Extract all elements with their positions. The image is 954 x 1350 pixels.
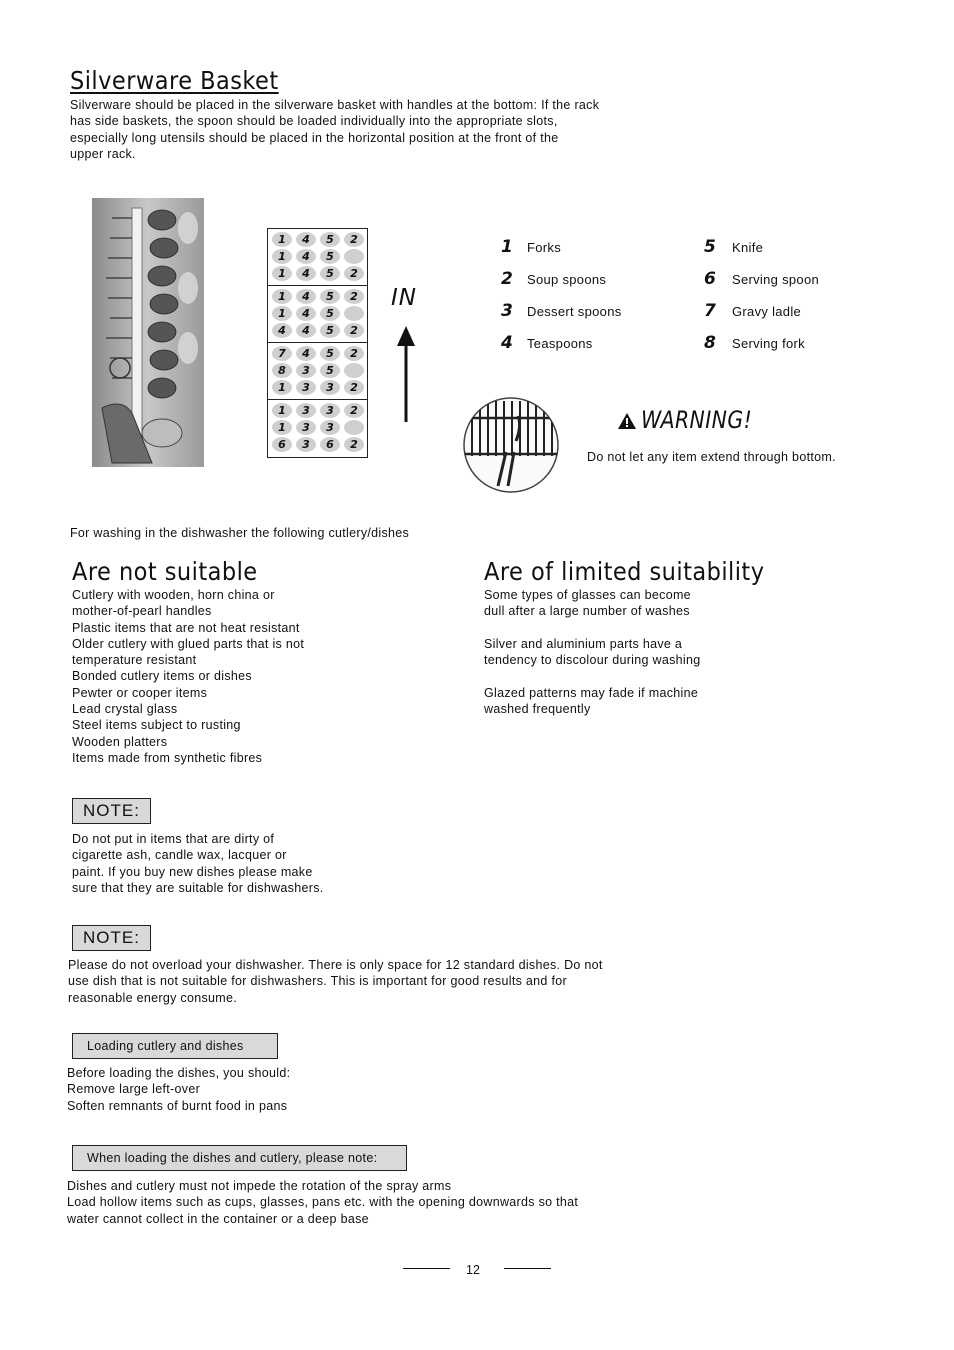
grid-cell [344,306,364,321]
legend-item [501,295,691,327]
loading-line: Remove large left-over [67,1082,201,1097]
grid-cell: 5 [320,306,340,321]
warning-title: WARNING! [641,406,753,434]
grid-cell: 4 [272,323,292,338]
warning-text: Do not let any item extend through bottom. [587,450,836,464]
list-item: Glazed patterns may fade if machine [484,685,699,700]
grid-cell: 3 [296,380,316,395]
rack-bottom-illustration [462,396,560,499]
grid-cell: 2 [344,289,364,304]
list-item: Steel items subject to rusting [72,718,241,733]
grid-block [268,400,367,457]
note-line: paint. If you buy new dishes please make [72,864,313,879]
legend-item [704,295,894,327]
legend-label: Teaspoons [527,335,593,351]
grid-cell: 6 [320,437,340,452]
grid-cell: 2 [344,266,364,281]
list-item: Some types of glasses can become [484,588,691,602]
legend-number: 7 [704,301,717,321]
grid-block [268,286,367,343]
grid-cell: 5 [320,266,340,281]
list-item: tendency to discolour during washing [484,653,701,668]
grid-cell: 3 [296,420,316,435]
legend-number: 4 [501,333,514,353]
direction-label: IN [391,285,417,311]
note-line: sure that they are suitable for dishwashers. [72,880,324,895]
basket-grid-diagram [267,228,368,458]
note-text [72,831,324,896]
loading-note-line: water cannot collect in the container or a deep base [67,1211,369,1226]
not-suitable-heading: Are not suitable [72,557,258,586]
note-line: Do not put in items that are dirty of [72,832,275,846]
warning-triangle-icon [617,412,637,435]
list-item: Lead crystal glass [72,702,178,717]
legend-item [501,327,691,359]
intro-paragraph [70,97,599,162]
page-title: Silverware Basket [70,66,279,95]
legend-item [501,231,691,263]
list-item: Wooden platters [72,734,168,749]
intro-line: upper rack. [70,146,136,161]
legend-number: 3 [501,301,514,321]
grid-cell: 4 [296,306,316,321]
loading-note-line: Dishes and cutlery must not impede the rotation of the spray arms [67,1179,452,1193]
legend-label: Serving fork [732,335,805,351]
grid-block [268,229,367,286]
grid-cell: 5 [320,249,340,264]
grid-cell [344,363,364,378]
grid-cell: 1 [272,289,292,304]
grid-cell: 8 [272,363,292,378]
list-item: dull after a large number of washes [484,604,690,619]
grid-cell: 7 [272,346,292,361]
grid-cell: 4 [296,232,316,247]
legend-right [704,231,894,359]
silverware-basket-photo [92,198,204,467]
loading-note-text [67,1178,578,1227]
grid-cell: 5 [320,232,340,247]
grid-cell: 5 [320,346,340,361]
note-label: NOTE: [72,925,151,951]
legend-label: Serving spoon [732,271,820,287]
loading-note-label: When loading the dishes and cutlery, please note: [72,1145,407,1171]
grid-cell [344,420,364,435]
grid-cell: 5 [320,363,340,378]
grid-cell: 2 [344,323,364,338]
list-item: mother-of-pearl handles [72,604,212,619]
grid-cell: 6 [272,437,292,452]
loading-line: Before loading the dishes, you should: [67,1066,291,1080]
grid-cell: 3 [320,380,340,395]
list-item [484,620,700,636]
grid-cell: 2 [344,437,364,452]
note-line: use dish that is not suitable for dishwashers. This is important for good results and for [68,974,567,989]
grid-cell: 4 [296,346,316,361]
not-suitable-list [72,587,304,766]
grid-cell: 3 [296,363,316,378]
legend-number: 5 [704,237,717,257]
grid-cell: 4 [296,249,316,264]
note-line: Please do not overload your dishwasher. There is only space for 12 standard dishes. Do not [68,958,603,972]
grid-cell: 3 [296,403,316,418]
legend-number: 8 [704,333,717,353]
intro-line: Silverware should be placed in the silverware basket with handles at the bottom: If the rack [70,98,600,112]
loading-section-label: Loading cutlery and dishes [72,1033,278,1059]
legend-label: Forks [527,239,561,255]
legend-label: Dessert spoons [527,303,622,319]
grid-cell: 2 [344,232,364,247]
legend-number: 2 [501,269,514,289]
grid-cell: 3 [320,403,340,418]
intro-line: especially long utensils should be placed in the horizontal position at the front of the [70,130,559,145]
list-item: Older cutlery with glued parts that is not [72,636,305,651]
grid-cell: 1 [272,232,292,247]
intro-line: has side baskets, the spoon should be loaded individually into the appropriate slots, [70,114,558,129]
legend-item [501,263,691,295]
note-label: NOTE: [72,798,151,824]
grid-cell: 1 [272,306,292,321]
grid-cell: 3 [320,420,340,435]
page-number: 12 [466,1263,480,1277]
loading-note-line: Load hollow items such as cups, glasses, pans etc. with the opening downwards so that [67,1195,579,1210]
legend-label: Knife [732,239,764,255]
list-item: Silver and aluminium parts have a [484,636,683,651]
grid-cell: 3 [296,437,316,452]
list-item: Cutlery with wooden, horn china or [72,588,275,602]
loading-text [67,1065,290,1114]
legend-item [704,263,894,295]
grid-cell: 1 [272,403,292,418]
limited-suitability-heading: Are of limited suitability [484,557,765,586]
grid-cell: 4 [296,289,316,304]
grid-block [268,343,367,400]
grid-cell: 5 [320,323,340,338]
grid-cell: 2 [344,346,364,361]
list-item: washed frequently [484,702,591,717]
note-line: cigarette ash, candle wax, lacquer or [72,848,287,863]
list-item: Items made from synthetic fibres [72,750,263,765]
legend-item [704,327,894,359]
grid-cell: 1 [272,266,292,281]
grid-cell: 1 [272,249,292,264]
footer-rule-left [403,1268,450,1269]
note-line: reasonable energy consume. [68,990,238,1005]
legend-label: Soup spoons [527,271,607,287]
list-item [484,668,700,684]
legend-label: Gravy ladle [732,303,802,319]
loading-line: Soften remnants of burnt food in pans [67,1098,288,1113]
limited-suitability-list [484,587,700,717]
grid-cell: 4 [296,323,316,338]
grid-cell: 5 [320,289,340,304]
legend-number: 6 [704,269,717,289]
list-item: Pewter or cooper items [72,685,208,700]
washing-intro: For washing in the dishwasher the following cutlery/dishes [70,526,410,540]
list-item: temperature resistant [72,653,197,668]
legend-item [704,231,894,263]
grid-cell: 1 [272,380,292,395]
footer-rule-right [504,1268,551,1269]
up-arrow-icon [395,326,417,427]
grid-cell: 4 [296,266,316,281]
list-item: Plastic items that are not heat resistant [72,620,300,635]
legend-number: 1 [501,237,514,257]
grid-cell [344,249,364,264]
grid-cell: 2 [344,380,364,395]
grid-cell: 1 [272,420,292,435]
list-item: Bonded cutlery items or dishes [72,669,252,684]
legend-left [501,231,691,359]
grid-cell: 2 [344,403,364,418]
note-text [68,957,603,1006]
